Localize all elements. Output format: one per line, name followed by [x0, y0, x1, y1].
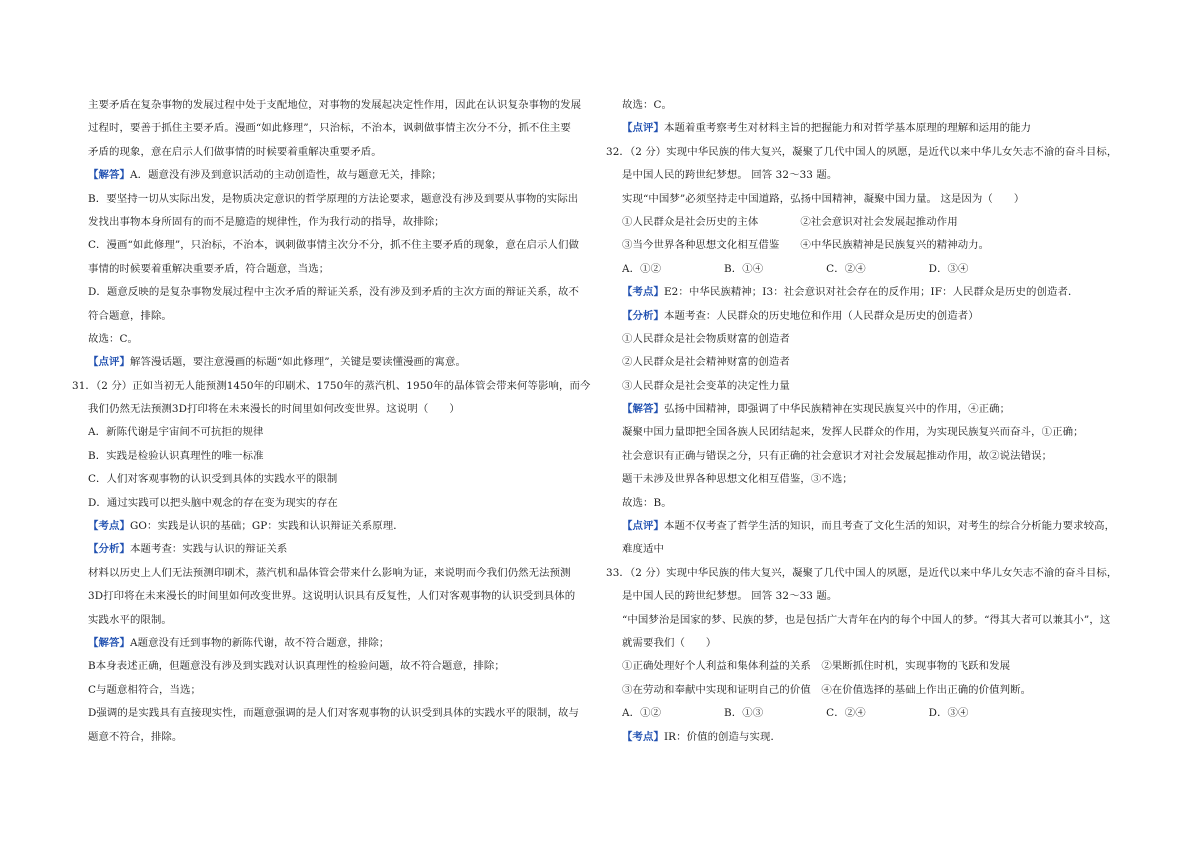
line-text: “中国梦治是国家的梦、民族的梦，也是包括广大青年在内的每个中国人的梦。“得其大者可以兼其小”，这	[622, 613, 1111, 626]
line-text: IR：价值的创造与实现．	[663, 730, 782, 743]
line-text: ②人民群众是社会精神财富的创造者	[622, 356, 790, 369]
section-tag: 【解答】	[88, 169, 130, 182]
text-line	[88, 655, 598, 678]
line-text: A．①② B．①③ C．②④ D．③④	[622, 707, 969, 720]
line-text: C．人们对客观事物的认识受到具体的实践水平的限制	[88, 473, 338, 486]
line-text: 难度适中	[622, 543, 664, 556]
text-line	[622, 445, 1134, 468]
text-line	[622, 468, 1134, 491]
line-text: 我们仍然无法预测3D打印将在未来漫长的时间里如何改变世界。这说明（ ）	[88, 403, 460, 416]
text-line	[622, 375, 1134, 398]
text-line	[622, 538, 1134, 561]
text-line	[88, 211, 598, 234]
text-line	[622, 421, 1134, 444]
text-line	[622, 328, 1134, 351]
line-text: B．要坚持一切从实际出发，是物质决定意识的哲学原理的方法论要求，题意没有涉及到要从事物的实际出	[88, 192, 579, 205]
line-text: 是中国人民的跨世纪梦想。 回答 32～33 题。	[622, 169, 838, 182]
section-tag: 【解答】	[622, 403, 664, 416]
line-text: 矛盾的现象，意在启示人们做事情的时候要着重解决重要矛盾。	[88, 145, 382, 158]
text-line	[606, 141, 1134, 164]
line-text: A．题意没有涉及到意识活动的主动创造性，故与题意无关，排除；	[129, 169, 442, 182]
text-line	[88, 468, 598, 491]
line-text: ①正确处理好个人利益和集体利益的关系 ②果断抓住时机，实现事物的飞跃和发展	[622, 660, 1011, 673]
line-text: GO：实践是认识的基础；GP：实践和认识辩证关系原理．	[129, 520, 404, 533]
section-tag: 【点评】	[622, 520, 664, 533]
line-text: A．①② B．①④ C．②④ D．③④	[622, 262, 969, 275]
line-text: 故选：C。	[88, 332, 139, 345]
section-tag: 【点评】	[622, 122, 664, 135]
text-line	[88, 258, 598, 281]
section-tag: 【分析】	[88, 543, 130, 556]
line-text: 本题着重考察考生对材料主旨的把握能力和对哲学基本原理的理解和运用的能力	[663, 122, 1032, 135]
section-tag: 【考点】	[88, 520, 130, 533]
line-text: 32．（2 分）实现中华民族的伟大复兴，凝聚了几代中国人的夙愿，是近代以来中华儿女矢志不渝的奋斗目标，	[606, 145, 1118, 158]
text-line	[88, 492, 598, 515]
text-line	[622, 94, 1134, 117]
text-line	[622, 211, 1134, 234]
line-text: 主要矛盾在复杂事物的发展过程中处于支配地位，对事物的发展起决定性作用，因此在认识复杂事物的发展	[88, 99, 582, 111]
text-line	[622, 234, 1134, 257]
line-text: ③人民群众是社会变革的决定性力量	[622, 379, 790, 392]
line-text: 材料以历史上人们无法预测印刷术，蒸汽机和晶体管会带来什么影响为证，来说明而今我们仍然无法预测	[88, 566, 571, 579]
text-line	[622, 609, 1134, 632]
section-tag: 【考点】	[622, 286, 664, 299]
text-line	[88, 94, 598, 117]
line-text: 事情的时候要着重解决重要矛盾，符合题意，当选；	[88, 262, 330, 275]
text-line	[622, 632, 1134, 655]
line-text: 社会意识有正确与错误之分，只有正确的社会意识才对社会发展起推动作用，故②说法错误；	[622, 449, 1053, 462]
text-line	[622, 305, 1134, 328]
line-text: 31．（2 分）正如当初无人能预测1450年的印刷术、1750年的蒸汽机、1950年的晶体管会带来何等影响，而今	[72, 379, 591, 392]
text-line	[88, 234, 598, 257]
text-line	[88, 679, 598, 702]
line-text: ③当今世界各种思想文化相互借鉴 ④中华民族精神是民族复兴的精神动力。	[622, 239, 990, 252]
line-text: 过程时，要善于抓住主要矛盾。漫画“如此修理”，只治标，不治本，讽刺做事情主次分不分，抓不住主要	[88, 122, 571, 135]
line-text: 符合题意，排除。	[88, 309, 172, 322]
text-line	[88, 585, 598, 608]
text-line	[88, 328, 598, 351]
text-line	[88, 538, 598, 561]
text-line	[88, 702, 598, 725]
line-text: 题意不符合，排除。	[88, 730, 183, 743]
line-text: 就需要我们（ ）	[622, 636, 717, 649]
text-line	[88, 351, 598, 374]
line-text: 本题不仅考查了哲学生活的知识，而且考查了文化生活的知识，对考生的综合分析能力要求较高，	[663, 520, 1116, 533]
line-text: 是中国人民的跨世纪梦想。 回答 32～33 题。	[622, 590, 838, 603]
text-line	[622, 585, 1134, 608]
line-text: 本题考查：人民群众的历史地位和作用（人民群众是历史的创造者）	[663, 309, 979, 322]
text-line	[622, 188, 1134, 211]
section-tag: 【点评】	[88, 356, 130, 369]
line-text: B本身表述正确，但题意没有涉及到实践对认识真理性的检验问题，故不符合题意，排除；	[88, 660, 505, 673]
line-text: 弘扬中国精神，即强调了中华民族精神在实现民族复兴中的作用，④正确；	[663, 403, 1011, 416]
line-text: D．通过实践可以把头脑中观念的存在变为现实的存在	[88, 496, 338, 509]
text-line	[72, 375, 598, 398]
line-text: 故选：B。	[622, 496, 672, 509]
line-text: 33．（2 分）实现中华民族的伟大复兴，凝聚了几代中国人的夙愿，是近代以来中华儿女矢志不渝的奋斗目标，	[606, 566, 1118, 579]
text-line	[88, 515, 598, 538]
line-text: B．实践是检验认识真理性的唯一标准	[88, 449, 264, 462]
line-text: 题干未涉及世界各种思想文化相互借鉴，③不选；	[622, 473, 853, 486]
text-line	[622, 258, 1134, 281]
right-column	[606, 94, 1134, 749]
text-line	[88, 398, 598, 421]
text-line	[622, 702, 1134, 725]
text-line	[88, 141, 598, 164]
text-line	[622, 679, 1134, 702]
text-line	[606, 562, 1134, 585]
line-text: 本题考查：实践与认识的辩证关系	[129, 543, 288, 556]
text-line	[88, 188, 598, 211]
line-text: D强调的是实践具有直接现实性，而题意强调的是人们对客观事物的认识受到具体的实践水平的限制，故与	[88, 707, 579, 720]
text-line	[622, 655, 1134, 678]
line-text: 3D打印将在未来漫长的时间里如何改变世界。这说明认识具有反复性，人们对客观事物的认识受到具体的	[88, 590, 576, 603]
line-text: A题意没有迁到事物的新陈代谢，故不符合题意，排除；	[129, 636, 390, 649]
text-line	[88, 305, 598, 328]
text-line	[88, 164, 598, 187]
text-line	[88, 445, 598, 468]
section-tag: 【解答】	[88, 636, 130, 649]
line-text: C与题意相符合，当选；	[88, 683, 201, 696]
line-text: 故选：C。	[622, 99, 673, 111]
section-tag: 【分析】	[622, 309, 664, 322]
text-line	[622, 281, 1134, 304]
line-text: 实践水平的限制。	[88, 613, 172, 626]
text-line	[88, 726, 598, 749]
line-text: ③在劳动和奉献中实现和证明自己的价值 ④在价值选择的基础上作出正确的价值判断。	[622, 683, 1032, 696]
text-line	[88, 281, 598, 304]
text-line	[622, 492, 1134, 515]
line-text: ①人民群众是社会物质财富的创造者	[622, 332, 790, 345]
line-text: 实现“中国梦”必须坚持走中国道路，弘扬中国精神，凝聚中国力量。 这是因为（ ）	[622, 192, 1025, 205]
text-line	[622, 351, 1134, 374]
left-column	[72, 94, 598, 749]
text-line	[88, 117, 598, 140]
text-line	[622, 164, 1134, 187]
section-tag: 【考点】	[622, 730, 664, 743]
text-line	[88, 562, 598, 585]
line-text: C．漫画“如此修理”，只治标，不治本，讽刺做事情主次分不分，抓不住主要矛盾的现象，意在启示人们做	[88, 239, 579, 252]
text-line	[622, 117, 1134, 140]
line-text: E2：中华民族精神；I3：社会意识对社会存在的反作用；IF：人民群众是历史的创造者．	[663, 286, 1079, 299]
line-text: A．新陈代谢是宇宙间不可抗拒的规律	[88, 426, 264, 439]
line-text: 凝聚中国力量即把全国各族人民团结起来，发挥人民群众的作用，为实现民族复兴而奋斗，①正确；	[622, 426, 1084, 439]
text-line	[88, 421, 598, 444]
line-text: 发找出事物本身所固有的而不是臆造的规律性，作为我行动的指导，故排除；	[88, 215, 445, 228]
line-text: 解答漫话题，要注意漫画的标题“如此修理”，关键是要读懂漫画的寓意。	[129, 356, 466, 369]
text-line	[622, 726, 1134, 749]
text-line	[88, 609, 598, 632]
text-line	[622, 398, 1134, 421]
line-text: D．题意反映的是复杂事物发展过程中主次矛盾的辩证关系，没有涉及到矛盾的主次方面的辩证关系，故不	[88, 286, 579, 299]
text-line	[622, 515, 1134, 538]
text-line	[88, 632, 598, 655]
line-text: ①人民群众是社会历史的主体 ②社会意识对社会发展起推动作用	[622, 215, 958, 228]
